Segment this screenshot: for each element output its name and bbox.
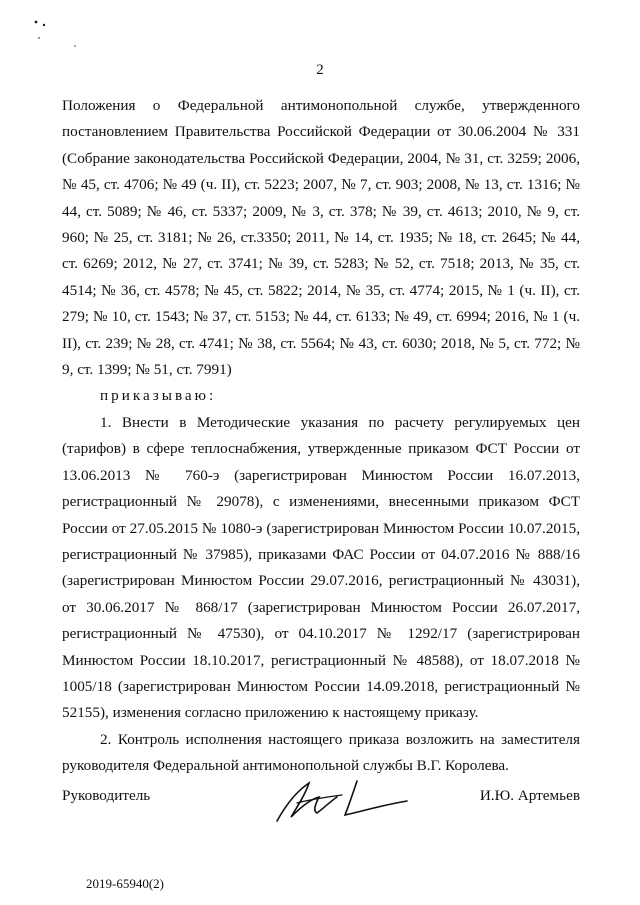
page-number: 2: [316, 62, 324, 78]
order-word: приказываю:: [100, 387, 217, 405]
order-item-2: 2. Контроль исполнения настоящего приказа возложить на заместителя руководителя Федеральной антимонопольной службы В.Г. Королева.: [62, 730, 580, 775]
signatory-name: И.Ю. Артемьев: [479, 787, 580, 804]
handwritten-signature-icon: [267, 773, 417, 828]
signature-block: [62, 785, 580, 825]
document-number: 2019-65940(2): [86, 876, 164, 891]
document-body: [62, 93, 580, 780]
signatory-role: Руководитель: [62, 787, 151, 804]
paragraph-regulation-reference: Положения о Федеральной антимонопольной службе, утвержденного постановлением Правительства Российской Федерации от 30.06.2004 № 331 (Собрание законодательства Российской Федерации, 2004, № 31, ст. 3259; 2006, № 45, ст. 4706; № 49 (ч. II), ст. 5223; 2007, № 7, ст. 903; 2008, № 13, ст. 1316; № 44, ст. 5089; № 46, ст. 5337; 2009, № 3, ст. 378; № 39, ст. 4613; 2010, № 9, ст. 960; № 25, ст. 3181; № 26, ст.3350; 2011, № 14, ст. 1935; № 18, ст. 2645; № 44, ст. 6269; 2012, № 27, ст. 3741; № 39, ст. 5283; № 52, ст. 7518; 2013, № 35, ст. 4514; № 36, ст. 4578; № 45, ст. 5822; 2014, № 35, ст. 4774; 2015, № 1 (ч. II), ст. 279; № 10, ст. 1543; № 37, ст. 5153; № 44, ст. 6133; № 49, ст. 6994; 2016, № 1 (ч. II), ст. 239; № 28, ст. 4741; № 38, ст. 5564; № 43, ст. 6030; 2018, № 5, ст. 772; № 9, ст. 1399; № 51, ст. 7991): [62, 97, 580, 379]
order-item-1: 1. Внести в Методические указания по расчету регулируемых цен (тарифов) в сфере теплоснабжения, утвержденные приказом ФСТ России от 13.06.2013 № 760-э (зарегистрирован Минюстом России 16.07.2013, регистрационный № 29078), с изменениями, внесенными приказом ФСТ России от 27.05.2015 № 1080-э (зарегистрирован Минюстом России 10.07.2015, регистрационный № 37985), приказами ФАС России от 04.07.2016 № 888/16 (зарегистрирован Минюстом России 29.07.2016, регистрационный № 43031), от 30.06.2017 № 868/17 (зарегистрирован Минюстом России 26.07.2017, регистрационный № 47530), от 04.10.2017 № 1292/17 (зарегистрирован Минюстом России 18.10.2017, регистрационный № 48588), от 18.07.2018 № 1005/18 (зарегистрирован Минюстом России 14.09.2018, регистрационный № 52155), изменения согласно приложению к настоящему приказу.: [62, 413, 580, 722]
